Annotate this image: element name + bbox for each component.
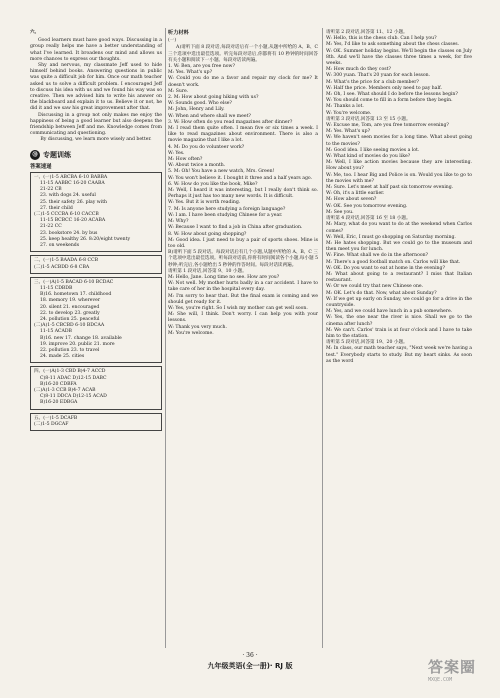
answer-line: 19. improve 20. public 21. more xyxy=(40,341,115,347)
transcript-line: M: I read them quite often. I mean five or six times a week. I like to read magazines about environment. There is also a movie magazine that I like a lot. xyxy=(168,126,318,144)
transcript-line: W: Or we could try that new Chinese one. xyxy=(326,284,424,290)
listening-subsection: (一) xyxy=(168,38,177,44)
answer-line: 三、(一)A)1-5 BACAD 6-10 BCDAC xyxy=(34,279,114,285)
answer-line: (二)A)1-3 CCB B)4-7 ACAB xyxy=(34,387,96,393)
transcript-line: M: He hates shopping. But we could go to the museum and then meet you for lunch. xyxy=(326,240,472,253)
transcript-line: M: Sure. Let's meet at half past six tomorrow evening. xyxy=(326,185,454,191)
answer-box-five xyxy=(30,413,162,431)
answer-line: 11-15 AABBC 16-20 CAABA xyxy=(40,181,105,187)
transcript-line: W: Yes, the one near the river is nice. Shall we go to the cinema after lunch? xyxy=(326,315,472,327)
answer-box-one xyxy=(30,172,162,252)
answer-line: 25. keep healthy 26. 8:20/eight twenty xyxy=(40,236,131,242)
answer-line: C)8-11 DDCA D)12-15 ACAD xyxy=(40,394,107,400)
answer-line: 11-15 BCBCC 16-20 ACABA xyxy=(40,218,106,224)
answer-line: 27. their child xyxy=(40,205,73,211)
transcript-line: M: See you. xyxy=(326,209,354,215)
answer-line: 22. to develop 23. greatly xyxy=(40,310,100,316)
transcript-line: M: Thanks a lot. xyxy=(326,104,364,110)
transcript-line: M: Well, I heard it was interesting, but I really don't think so. Perhaps it just has too many new words. It is difficult. xyxy=(168,188,318,200)
transcript-line: W: Hello, this is the chess club. Can I help you? xyxy=(326,36,437,42)
answer-line: 11-15 CDBDB xyxy=(40,285,73,291)
transcript-line: W: When and where shall we meet? xyxy=(168,113,251,119)
transcript-line: W: 300 yuan. That's 20 yuan for each lesson. xyxy=(326,73,431,79)
answer-line: 21-22 CB xyxy=(40,187,62,193)
transcript-line: M: Mary, what do you want to do at the weekend when Carlos comes? xyxy=(326,222,472,234)
answer-line: 25. their safety 26. play with xyxy=(40,199,108,205)
answer-line: 22. pollution 23. to travel xyxy=(40,347,100,353)
transcript-line: W: We haven't seen movies for a long time. What about going to the movies? xyxy=(326,135,472,147)
transcript-line: M: Well, I like action movies because they are interesting. How about you? xyxy=(326,160,472,172)
transcript-line: 请听第 4 段对话,回答第 16 至 18 小题。 xyxy=(326,216,411,222)
transcript-line: M: You're welcome. xyxy=(168,330,214,336)
transcript-line: B)请听下面 5 段对话。每段对话后有几个小题,从题中所给的 A、B、C 三个选项中选出最佳选项。听每段对话前,你将有时间阅读各个小题,每小题 5 秒钟;听完后,各小题给出 5 秒钟的作答时间。每段对话读两遍。 xyxy=(168,250,318,268)
transcript-line: W: OK. Summer holiday begins. We'll begin the classes on July 8th. And we'll have the classes three times a week, for five weeks. xyxy=(326,48,472,67)
transcript-line: W: You should come to fill in a form before they begin. xyxy=(326,98,453,104)
essay-paragraph: Discussing in a group not only makes me enjoy the happiness of being a good learner but also deepens the friendship between Jeff and me. Knowledge comes from communicating and questioning. xyxy=(30,112,162,137)
special-training-title: 专题训练 xyxy=(43,150,71,159)
transcript-line: M: Yes. What's up? xyxy=(326,129,371,135)
answer-line: (二)1-5 DGCAF xyxy=(34,421,69,427)
right-column xyxy=(326,30,472,365)
transcript-line: 4. M: Do you do volunteer work? xyxy=(168,144,245,150)
special-training-heading xyxy=(30,150,162,160)
transcript-line: W: You won't believe it. I bought it three and a half years ago. xyxy=(168,175,313,181)
transcript-line: M: How often? xyxy=(168,157,203,163)
book-title: 九年级英语(全一册)· RJ 版 xyxy=(207,662,293,670)
transcript-line: W: Thank you very much. xyxy=(168,324,227,330)
answer-line: 一、(一)1-5 ABCBA 6-10 BABBA xyxy=(34,174,108,180)
transcript-line: 7. M: Is anyone here studying a foreign language? xyxy=(168,206,286,212)
answer-line: 二、(一)1-5 BAADA 6-8 CCB xyxy=(34,258,98,264)
middle-column xyxy=(168,30,318,337)
transcript-line: M: Good idea. I just need to buy a pair of sports shoes. Mine is too old. xyxy=(168,237,318,249)
transcript-line: M: I'm sorry to hear that. But the final exam is coming and we should get ready for it. xyxy=(168,293,318,305)
transcript-line: W: Because I want to find a job in China after graduation. xyxy=(168,225,303,231)
transcript-line: W: Yes. But it is worth reading. xyxy=(168,200,241,206)
answer-line: 24. pollution 25. peaceful xyxy=(40,316,100,322)
answer-line: B)16. hometown 17. childhood xyxy=(40,292,112,298)
transcript-line: W: Could you do me a favor and repair my clock for me? It doesn't work. xyxy=(168,76,318,88)
transcript-line: 请听第 3 段对话,回答第 13 至 15 小题。 xyxy=(326,116,411,122)
answer-line: (二)1-5 ACBDD 6-8 CBA xyxy=(34,264,90,270)
answer-line: C)8-11 ADAC D)12-15 DABC xyxy=(40,375,107,381)
transcript-line: W: Half the price. Members only need to pay half. xyxy=(326,85,442,91)
answer-line: 四、(一)A)1-3 CBD B)4-7 ACCD xyxy=(34,369,106,375)
answer-line: 23. with dogs 24. useful xyxy=(40,193,96,199)
transcript-line: M: Yes, and we could have lunch in a pub somewhere. xyxy=(326,309,453,315)
transcript-line: 请听第 5 段对话,回答第 19、20 小题。 xyxy=(326,340,408,346)
transcript-line: W: Me, too. I hear Big and Police is on. Would you like to go to the movies with me? xyxy=(326,172,472,184)
transcript-line: W: Yes, you're right. So I wish my mother can get well soon. xyxy=(168,305,308,311)
transcript-line: M: What about going to a restaurant? I miss that Italian restaurant. xyxy=(326,271,472,284)
transcript-line: M: Yes, I'd like to ask something about the chess classes. xyxy=(326,42,460,48)
transcript-line: M: She will, I think. Don't worry. I can help you with your lessons. xyxy=(168,312,318,324)
transcript-line: W: Fine. What shall we do in the afternoon? xyxy=(326,253,429,259)
transcript-line: 8. W: How about going shopping? xyxy=(168,231,247,237)
left-column xyxy=(30,30,162,434)
watermark-text: 答案圈 xyxy=(428,658,477,676)
transcript-line: W: Yes. xyxy=(168,150,185,156)
transcript-line: M: What's the price for a club member? xyxy=(326,79,419,85)
transcript-line: M: John, Henry and Lily. xyxy=(168,107,225,113)
transcript-line: W: OK. Do you want to eat at home in the evening? xyxy=(326,265,445,271)
transcript-line: W: Oh, it's a little earlier. xyxy=(326,191,385,197)
transcript-line: M: Oh, I see. What should I do before the lessons begin? xyxy=(326,92,458,98)
transcript-line: W: What kind of movies do you like? xyxy=(326,154,411,160)
answer-line: 23. bookstore 24. by bus xyxy=(40,230,98,236)
answer-line: 24. made 25. cities xyxy=(40,354,85,360)
listening-intro: A)请听下面 8 段对话,每段对话后有一个小题,从题中所给的 A、B、C 三个选项中选出最佳选项。听完每段对话后,你都将有 10 秒钟的时间回答有关小题和阅读下一小题。每段对话读两遍。 xyxy=(168,45,318,63)
transcript-line: M: How much do they cost? xyxy=(326,67,391,73)
answer-line: (二)A)1-5 CBCBD 6-10 BDCAA xyxy=(34,323,105,329)
transcript-lines xyxy=(326,30,472,365)
answer-line: B)16-20 CDBFA xyxy=(40,381,77,387)
transcript-line: 1. W: Ben, are you free now? xyxy=(168,64,235,70)
answer-line: (二)1-5 CCCBA 6-10 CACCB xyxy=(34,212,99,218)
watermark-url: MXQE.COM xyxy=(428,677,453,683)
answer-line: B)16-20 EDBGA xyxy=(40,400,78,406)
transcript-line: W: About twice a month. xyxy=(168,163,226,169)
transcript-line: M: Good idea. I like seeing movies a lot. xyxy=(326,147,420,153)
answer-line: 11-15 ACADB xyxy=(40,329,72,335)
essay-paragraph: Good learners must have good ways. Discussing in a group really helps me have a better understanding of what I've learned. It broadens our mind and allows us more chances to express our thoughts. xyxy=(30,38,162,62)
section-six-label: 六、 xyxy=(30,30,40,35)
transcript-line: M: OK. Let's do that. Now, what about Sunday? xyxy=(326,290,437,296)
transcript-line: M: Sure. xyxy=(168,88,189,94)
transcript-line: 6. W: How do you like the book, Mike? xyxy=(168,181,258,187)
transcript-line: W: I am. I have been studying Chinese for a year. xyxy=(168,212,283,218)
transcript-line: W: If we get up early on Sunday, we could go for a drive in the countryside. xyxy=(326,296,472,308)
answer-line: 21-22 CC xyxy=(40,224,62,230)
transcript-line: W: OK. See you tomorrow evening. xyxy=(326,203,408,209)
transcript-line: M: Hello, Jane. Long time no see. How are you? xyxy=(168,274,280,280)
badge-icon: ⑳ xyxy=(30,150,40,160)
answers-title: 答案速递 xyxy=(30,163,52,170)
answer-box-four xyxy=(30,366,162,409)
transcript-line: M: Why? xyxy=(168,219,189,225)
watermark xyxy=(428,656,494,690)
transcript-line: 请听第 1 段对话,回答第 9、10 小题。 xyxy=(168,268,247,274)
transcript-line: W: Not well. My mother hurts badly in a car accident. I have to take care of her in the hospital every day. xyxy=(168,281,318,293)
answer-box-three xyxy=(30,277,162,364)
transcript-lines xyxy=(168,64,318,337)
essay-paragraph: By discussing, we learn more wisely and better. xyxy=(40,137,152,143)
transcript-line: W: Sounds good. Who else? xyxy=(168,101,232,107)
transcript-line: M: There's a good football match on. Carlos will like that. xyxy=(326,259,461,265)
answer-line: B)16. new 17. change 18. available xyxy=(40,335,122,341)
transcript-line: M: How about seven? xyxy=(326,197,377,203)
transcript-line: 2. M: How about going hiking with us? xyxy=(168,95,259,101)
answer-line: 五、(一)1-5 DCAFB xyxy=(34,415,78,421)
transcript-line: W: You're welcome. xyxy=(326,110,372,116)
transcript-line: 3. W: How often do you read magazines after dinner? xyxy=(168,119,293,125)
page-footer xyxy=(0,652,500,671)
page-number: · 36 · xyxy=(242,652,258,659)
answer-line: 18. memory 19. wherever xyxy=(40,298,101,304)
essay-paragraph: Shy and nervous, my classmate Jeff used to hide himself behind books. Answering questions in public was quite a difficult job for him. Once our math teacher asked us to solve a difficult problem. I encouraged Jeff to discuss his idea with us and we found his way was so creative. Then we advised him to write his answer on the blackboard and explain it to us. Believe it or not, he did it and we saw his great improvement after that. xyxy=(30,63,162,112)
transcript-line: M: Yes. What's up? xyxy=(168,70,213,76)
answer-box-two xyxy=(30,255,162,273)
transcript-line: M: In class, our math teacher says, "Next week we're having a test." Everybody starts to study. But my heart sinks. As soon as the word xyxy=(326,346,472,364)
answer-line: 20. silent 21. encouraged xyxy=(40,304,100,310)
column-divider xyxy=(322,28,323,648)
transcript-line: W: Excuse me, Tom, are you free tomorrow evening? xyxy=(326,123,449,129)
transcript-line: 请听第 2 段对话,回答第 11、12 小题。 xyxy=(326,30,408,35)
column-divider xyxy=(165,28,166,648)
transcript-line: M: We can't. Carlos' train is at four o'clock and I have to take him to the station. xyxy=(326,327,472,339)
transcript-line: 5. M: Oh! You have a new watch, Mrs. Green! xyxy=(168,169,275,175)
answer-line: 27. on weekends xyxy=(40,243,80,249)
listening-title: 听力材料 xyxy=(168,30,189,36)
transcript-line: W: Well, Eric, I must go shopping on Saturday morning. xyxy=(326,234,456,240)
